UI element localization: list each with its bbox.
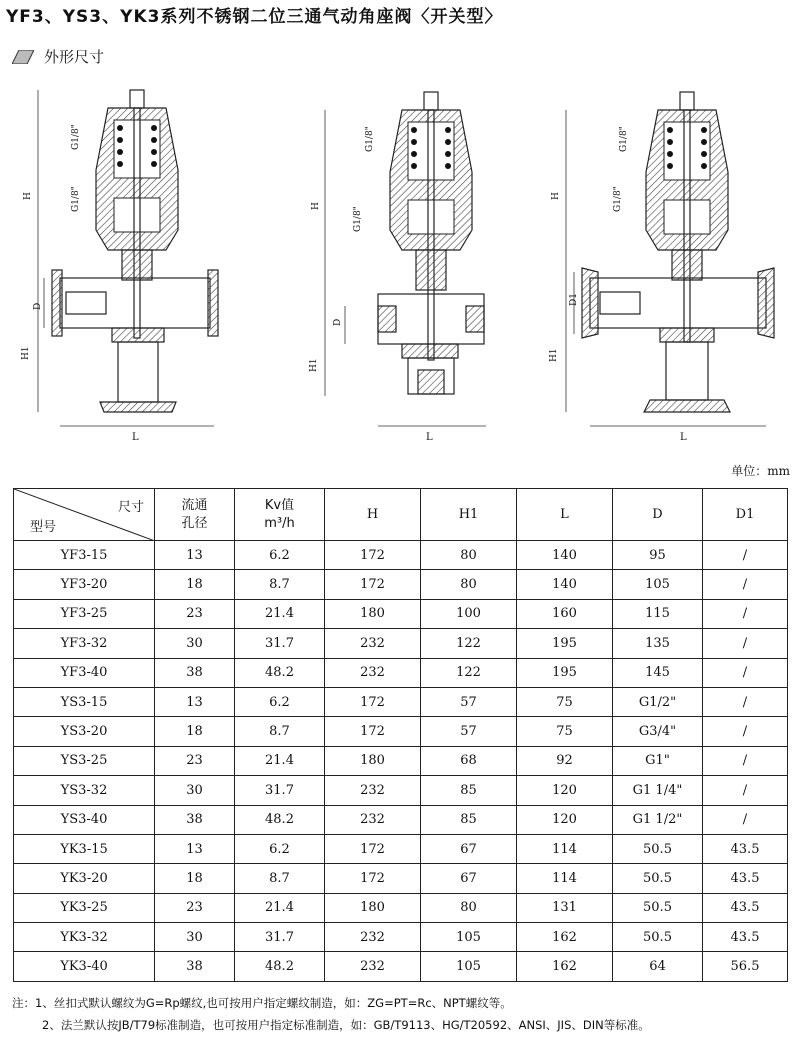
valve-drawing-clamp: [549, 92, 774, 443]
table-row: [14, 717, 788, 746]
table-cell: /: [703, 541, 788, 570]
table-cell: 30: [155, 923, 235, 952]
table-cell: 48.2: [235, 952, 325, 981]
table-row: [14, 541, 788, 570]
table-cell: 75: [517, 717, 613, 746]
table-row: [14, 805, 788, 834]
table-cell: 131: [517, 893, 613, 922]
port-lower-label: G1/8": [71, 186, 81, 212]
model-cell: YF3-25: [14, 599, 155, 628]
model-cell: YK3-15: [14, 834, 155, 863]
dim-d-label: D: [333, 318, 343, 326]
corner-bottom-label: 型号: [30, 520, 57, 535]
table-cell: 122: [421, 629, 517, 658]
table-cell: 172: [325, 717, 421, 746]
table-row: [14, 834, 788, 863]
table-cell: 172: [325, 864, 421, 893]
table-cell: 6.2: [235, 834, 325, 863]
table-cell: 232: [325, 629, 421, 658]
table-cell: 18: [155, 717, 235, 746]
table-cell: 105: [421, 923, 517, 952]
table-cell: 38: [155, 805, 235, 834]
note-2: 2、法兰默认按JB/T79标准制造，也可按用户指定标准制造，如：GB/T9113、HG/T20592、ANSI、JIS、DIN等标准。: [42, 1018, 650, 1032]
model-cell: YF3-15: [14, 541, 155, 570]
table-cell: 68: [421, 746, 517, 775]
table-row: [14, 864, 788, 893]
section-header: [12, 46, 104, 67]
table-cell: 67: [421, 864, 517, 893]
valve-drawings: [0, 80, 800, 452]
corner-header: [14, 489, 155, 541]
table-cell: 232: [325, 776, 421, 805]
table-cell: /: [703, 746, 788, 775]
table-cell: 232: [325, 805, 421, 834]
table-row: [14, 599, 788, 628]
port-upper-label: G1/8": [71, 124, 81, 150]
model-cell: YF3-20: [14, 570, 155, 599]
notes: [12, 992, 650, 1036]
table-cell: 120: [517, 776, 613, 805]
dim-h-label: H: [23, 192, 33, 200]
col-l-header: L: [517, 489, 613, 541]
table-cell: G1 1/4": [613, 776, 703, 805]
table-cell: 195: [517, 658, 613, 687]
table-row: [14, 923, 788, 952]
table-cell: 8.7: [235, 570, 325, 599]
table-cell: 50.5: [613, 834, 703, 863]
table-row: [14, 893, 788, 922]
table-cell: 80: [421, 541, 517, 570]
table-row: [14, 746, 788, 775]
corner-top-label: 尺寸: [117, 500, 144, 515]
table-row: [14, 570, 788, 599]
table-cell: G1 1/2": [613, 805, 703, 834]
table-cell: 31.7: [235, 923, 325, 952]
table-cell: 43.5: [703, 893, 788, 922]
table-cell: 160: [517, 599, 613, 628]
table-cell: 13: [155, 687, 235, 716]
model-cell: YS3-25: [14, 746, 155, 775]
table-cell: 50.5: [613, 893, 703, 922]
valve-drawing-threaded: [309, 92, 486, 443]
table-cell: 92: [517, 746, 613, 775]
dim-l-label: L: [426, 432, 433, 443]
table-cell: 48.2: [235, 805, 325, 834]
table-cell: 122: [421, 658, 517, 687]
table-cell: 162: [517, 952, 613, 981]
table-cell: 6.2: [235, 541, 325, 570]
table-cell: 115: [613, 599, 703, 628]
table-cell: 180: [325, 746, 421, 775]
table-cell: 180: [325, 599, 421, 628]
dim-h1-label: H1: [309, 358, 319, 372]
table-row: [14, 687, 788, 716]
table-cell: 85: [421, 776, 517, 805]
table-cell: 43.5: [703, 864, 788, 893]
table-row: [14, 952, 788, 981]
col-h1-header: H1: [421, 489, 517, 541]
table-cell: /: [703, 599, 788, 628]
table-cell: 21.4: [235, 746, 325, 775]
section-title: 外形尺寸: [44, 48, 105, 66]
dim-h1-label: H1: [21, 346, 31, 360]
table-cell: 30: [155, 629, 235, 658]
table-cell: 105: [421, 952, 517, 981]
table-row: [14, 629, 788, 658]
table-cell: /: [703, 805, 788, 834]
table-cell: 114: [517, 834, 613, 863]
table-cell: 23: [155, 599, 235, 628]
table-cell: 145: [613, 658, 703, 687]
model-cell: YS3-20: [14, 717, 155, 746]
table-cell: 50.5: [613, 923, 703, 952]
dim-l-label: L: [680, 432, 687, 443]
table-cell: 180: [325, 893, 421, 922]
table-cell: G3/4": [613, 717, 703, 746]
port-lower-label: G1/8": [353, 206, 363, 232]
table-cell: 57: [421, 687, 517, 716]
table-cell: 50.5: [613, 864, 703, 893]
table-cell: 18: [155, 570, 235, 599]
dim-h-label: H: [311, 202, 321, 210]
table-cell: 38: [155, 658, 235, 687]
dim-l-label: L: [132, 432, 139, 443]
table-cell: 43.5: [703, 923, 788, 952]
table-cell: 31.7: [235, 629, 325, 658]
model-cell: YK3-25: [14, 893, 155, 922]
model-cell: YK3-32: [14, 923, 155, 952]
dim-h-label: H: [551, 192, 561, 200]
col-bore-header: 流通 孔径: [155, 489, 235, 541]
table-cell: 232: [325, 658, 421, 687]
table-cell: 21.4: [235, 893, 325, 922]
table-cell: 21.4: [235, 599, 325, 628]
table-cell: 172: [325, 834, 421, 863]
table-row: [14, 658, 788, 687]
model-cell: YK3-40: [14, 952, 155, 981]
table-cell: /: [703, 658, 788, 687]
table-cell: 75: [517, 687, 613, 716]
model-cell: YK3-20: [14, 864, 155, 893]
spec-table: [13, 488, 788, 982]
table-cell: 56.5: [703, 952, 788, 981]
model-cell: YS3-40: [14, 805, 155, 834]
model-cell: YF3-32: [14, 629, 155, 658]
table-cell: 105: [613, 570, 703, 599]
valve-drawing-flanged: [21, 90, 218, 443]
table-cell: 135: [613, 629, 703, 658]
dim-h1-label: H1: [549, 348, 559, 362]
table-cell: 23: [155, 746, 235, 775]
parallelogram-marker-icon: [12, 50, 34, 64]
table-cell: 6.2: [235, 687, 325, 716]
page-title: YF3、YS3、YK3系列不锈钢二位三通气动角座阀〈开关型〉: [6, 7, 503, 27]
table-cell: 80: [421, 570, 517, 599]
table-cell: /: [703, 629, 788, 658]
port-upper-label: G1/8": [365, 126, 375, 152]
table-cell: 38: [155, 952, 235, 981]
table-cell: 195: [517, 629, 613, 658]
table-cell: /: [703, 776, 788, 805]
table-cell: 80: [421, 893, 517, 922]
table-cell: 43.5: [703, 834, 788, 863]
table-cell: 140: [517, 570, 613, 599]
table-cell: 120: [517, 805, 613, 834]
table-cell: 100: [421, 599, 517, 628]
table-cell: 64: [613, 952, 703, 981]
table-cell: 30: [155, 776, 235, 805]
model-cell: YF3-40: [14, 658, 155, 687]
port-upper-label: G1/8": [619, 126, 629, 152]
table-cell: 140: [517, 541, 613, 570]
model-cell: YS3-15: [14, 687, 155, 716]
table-cell: G1/2": [613, 687, 703, 716]
col-d-header: D: [613, 489, 703, 541]
table-cell: 23: [155, 893, 235, 922]
col-d1-header: D1: [703, 489, 788, 541]
table-cell: 13: [155, 541, 235, 570]
table-cell: G1": [613, 746, 703, 775]
dim-d-label: D: [33, 302, 43, 310]
table-cell: 114: [517, 864, 613, 893]
table-cell: 232: [325, 952, 421, 981]
col-kv-header: Kv值 m³/h: [235, 489, 325, 541]
dim-d1-label: D1: [569, 293, 579, 306]
col-h-header: H: [325, 489, 421, 541]
table-cell: /: [703, 687, 788, 716]
table-cell: 13: [155, 834, 235, 863]
table-cell: 8.7: [235, 864, 325, 893]
table-cell: 18: [155, 864, 235, 893]
table-cell: 48.2: [235, 658, 325, 687]
table-cell: /: [703, 717, 788, 746]
table-cell: 57: [421, 717, 517, 746]
table-cell: 162: [517, 923, 613, 952]
table-cell: 172: [325, 687, 421, 716]
table-header-row: [14, 489, 788, 541]
table-cell: 8.7: [235, 717, 325, 746]
table-cell: /: [703, 570, 788, 599]
note-1: 注：1、丝扣式默认螺纹为G=Rp螺纹,也可按用户指定螺纹制造，如：ZG=PT=Rc、NPT螺纹等。: [12, 996, 512, 1010]
port-lower-label: G1/8": [613, 186, 623, 212]
table-cell: 85: [421, 805, 517, 834]
table-cell: 67: [421, 834, 517, 863]
table-cell: 172: [325, 570, 421, 599]
table-cell: 172: [325, 541, 421, 570]
table-row: [14, 776, 788, 805]
table-cell: 232: [325, 923, 421, 952]
unit-label: 单位：mm: [731, 464, 790, 478]
table-cell: 31.7: [235, 776, 325, 805]
table-cell: 95: [613, 541, 703, 570]
model-cell: YS3-32: [14, 776, 155, 805]
